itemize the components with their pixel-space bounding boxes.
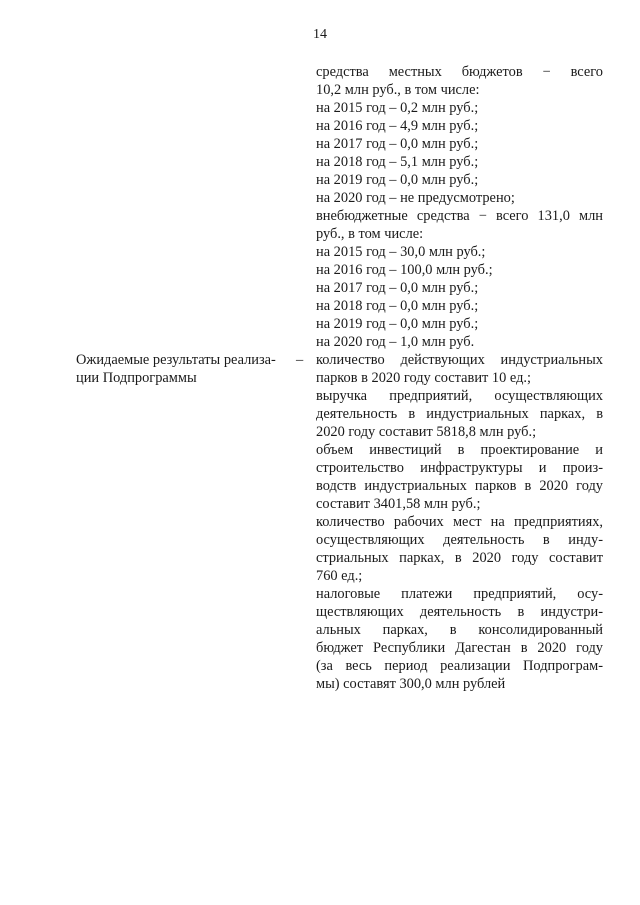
results-line: выручка предприятий, осуществляющих (316, 388, 603, 404)
results-line: стриальных парках, в 2020 году составит (316, 550, 603, 566)
results-line: строительство инфраструктуры и произ- (316, 460, 603, 476)
results-line: налоговые платежи предприятий, осу- (316, 586, 603, 602)
results-line: альных парках, в консолидированный (316, 622, 603, 638)
label-dash: – (296, 352, 304, 368)
results-line: деятельность в индустриальных парках, в (316, 406, 603, 422)
funding-line: на 2019 год – 0,0 млн руб.; (316, 316, 479, 332)
results-line: объем инвестиций в проектирование и (316, 442, 603, 458)
results-line: парков в 2020 году составит 10 ед.; (316, 370, 532, 386)
funding-line: руб., в том числе: (316, 226, 424, 242)
results-line: (за весь период реализации Подпрограм- (316, 658, 603, 674)
funding-line: на 2019 год – 0,0 млн руб.; (316, 172, 479, 188)
funding-line: внебюджетные средства − всего 131,0 млн (316, 208, 603, 224)
results-line: 760 ед.; (316, 568, 363, 584)
funding-line: средства местных бюджетов − всего (316, 64, 603, 80)
page-number: 14 (313, 27, 327, 42)
results-line: осуществляющих деятельность в инду- (316, 532, 603, 548)
funding-line: на 2017 год – 0,0 млн руб.; (316, 280, 479, 296)
expected-results-label (76, 351, 291, 387)
results-line: ществляющих деятельность в индустри- (316, 604, 603, 620)
results-line: бюджет Республики Дагестан в 2020 году (316, 640, 603, 656)
expected-results-label-line-1: Ожидаемые результаты реализа- (76, 352, 276, 368)
funding-line: на 2016 год – 100,0 млн руб.; (316, 262, 493, 278)
funding-line: на 2018 год – 5,1 млн руб.; (316, 154, 479, 170)
funding-line: на 2016 год – 4,9 млн руб.; (316, 118, 479, 134)
funding-line: на 2015 год – 0,2 млн руб.; (316, 100, 479, 116)
results-line: мы) составят 300,0 млн рублей (316, 676, 506, 692)
funding-line: на 2018 год – 0,0 млн руб.; (316, 298, 479, 314)
funding-line: 10,2 млн руб., в том числе: (316, 82, 480, 98)
funding-line: на 2020 год – 1,0 млн руб. (316, 334, 475, 350)
funding-line: на 2017 год – 0,0 млн руб.; (316, 136, 479, 152)
results-line: водств индустриальных парков в 2020 году (316, 478, 603, 494)
results-line: количество действующих индустриальных (316, 352, 603, 368)
expected-results-label-line-2: ции Подпрограммы (76, 370, 197, 386)
results-line: составит 3401,58 млн руб.; (316, 496, 481, 512)
results-line: 2020 году составит 5818,8 млн руб.; (316, 424, 537, 440)
results-line: количество рабочих мест на предприятиях, (316, 514, 603, 530)
funding-line: на 2015 год – 30,0 млн руб.; (316, 244, 486, 260)
funding-line: на 2020 год – не предусмотрено; (316, 190, 515, 206)
